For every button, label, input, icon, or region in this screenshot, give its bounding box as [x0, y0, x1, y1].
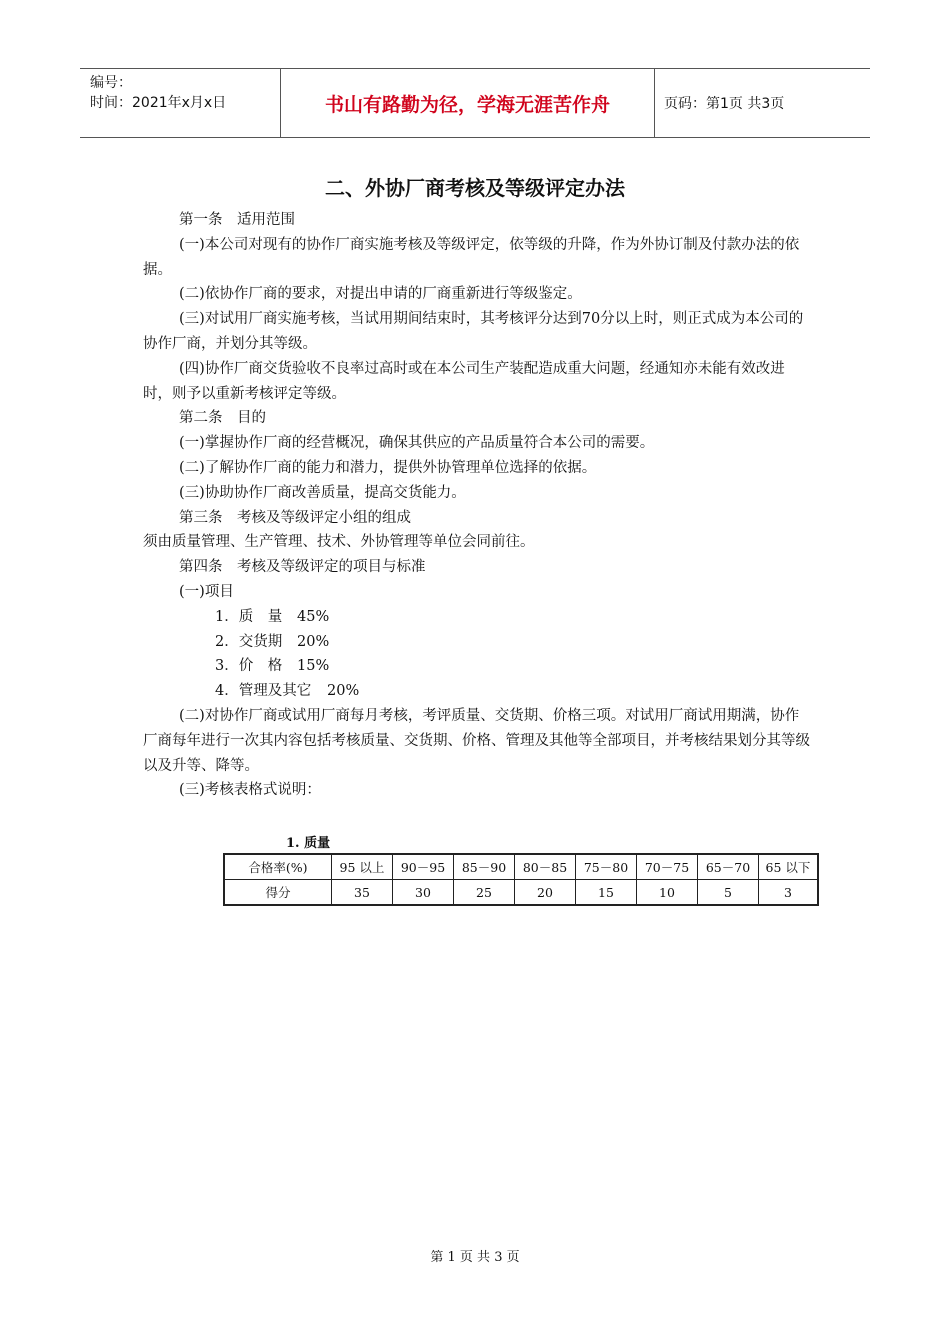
item-weight: 45% — [297, 608, 330, 625]
item-row — [143, 630, 810, 655]
table-cell: 85－90 — [454, 854, 515, 880]
paragraph: (二)了解协作厂商的能力和潜力，提供外协管理单位选择的依据。 — [179, 459, 597, 476]
item-weight: 20% — [327, 683, 360, 700]
document-title: 二、外协厂商考核及等级评定办法 — [325, 176, 625, 200]
table-cell: 90－95 — [393, 854, 454, 880]
paragraph: (三)对试用厂商实施考核，当试用期间结束时，其考核评分达到70分以上时，则正式成为本公司的协作厂商，并划分其等级。 — [143, 311, 804, 352]
item-label: 3．价 格 — [215, 658, 283, 675]
table-row — [224, 880, 818, 906]
item-row — [143, 654, 810, 679]
table-cell: 30 — [393, 880, 454, 906]
paragraph: 须由质量管理、生产管理、技术、外协管理等单位会同前往。 — [143, 534, 535, 551]
table-cell: 95 以上 — [332, 854, 393, 880]
paragraph: (二)对协作厂商或试用厂商每月考核，考评质量、交货期、价格三项。对试用厂商试用期满，协作厂商每年进行一次其内容包括考核质量、交货期、价格、管理及其他等全部项目，并考核结果划分其等级以及升等、降等。 — [143, 707, 810, 774]
table-cell: 65－70 — [698, 854, 759, 880]
item-row — [143, 679, 810, 704]
table-cell: 得分 — [224, 880, 332, 906]
item-label: 4．管理及其它 — [215, 683, 312, 700]
item-row — [143, 605, 810, 630]
table-cell: 5 — [698, 880, 759, 906]
table-cell: 80－85 — [515, 854, 576, 880]
item-label: 1．质 量 — [215, 608, 283, 625]
article-3-heading: 第三条 考核及等级评定小组的组成 — [179, 509, 411, 526]
table-row — [224, 854, 818, 880]
table-cell: 3 — [759, 880, 819, 906]
header-divider — [654, 69, 655, 137]
table-cell: 10 — [637, 880, 698, 906]
header-page-info: 页码：第1页 共3页 — [664, 96, 785, 112]
paragraph: (三)协助协作厂商改善质量，提高交货能力。 — [179, 484, 466, 501]
table-cell: 70－75 — [637, 854, 698, 880]
subheading: (一)项目 — [179, 583, 234, 600]
paragraph: (二)依协作厂商的要求，对提出申请的厂商重新进行等级鉴定。 — [179, 286, 582, 303]
table-cell: 35 — [332, 880, 393, 906]
article-2-heading: 第二条 目的 — [179, 410, 266, 427]
item-weight: 15% — [297, 658, 330, 675]
table-cell: 25 — [454, 880, 515, 906]
header-meta — [90, 73, 226, 113]
paragraph: (一)掌握协作厂商的经营概况，确保其供应的产品质量符合本公司的需要。 — [179, 435, 655, 452]
number-label: 编号： — [90, 75, 132, 91]
item-weight: 20% — [297, 633, 330, 650]
table-cell: 20 — [515, 880, 576, 906]
article-1-heading: 第一条 适用范围 — [179, 212, 295, 228]
article-4-heading: 第四条 考核及等级评定的项目与标准 — [179, 559, 426, 576]
quality-table-caption: 1. 质量 — [286, 836, 331, 851]
quality-score-table — [223, 853, 819, 906]
page-footer: 第 1 页 共 3 页 — [430, 1250, 520, 1265]
table-cell: 合格率(%) — [224, 854, 332, 880]
item-label: 2．交货期 — [215, 633, 283, 650]
time-label: 时间：2021年x月x日 — [90, 95, 227, 111]
table-cell: 75－80 — [576, 854, 637, 880]
paragraph: (一)本公司对现有的协作厂商实施考核及等级评定，依等级的升降，作为外协订制及付款办法的依据。 — [143, 236, 800, 278]
document-body — [143, 208, 810, 803]
header-motto: 书山有路勤为径，学海无涯苦作舟 — [324, 93, 610, 116]
paragraph: (四)协作厂商交货验收不良率过高时或在本公司生产装配造成重大问题，经通知亦未能有效改进时，则予以重新考核评定等级。 — [143, 360, 785, 402]
page-header — [80, 68, 870, 138]
table-cell: 65 以下 — [759, 854, 819, 880]
table-cell: 15 — [576, 880, 637, 906]
paragraph: (三)考核表格式说明： — [179, 782, 321, 799]
